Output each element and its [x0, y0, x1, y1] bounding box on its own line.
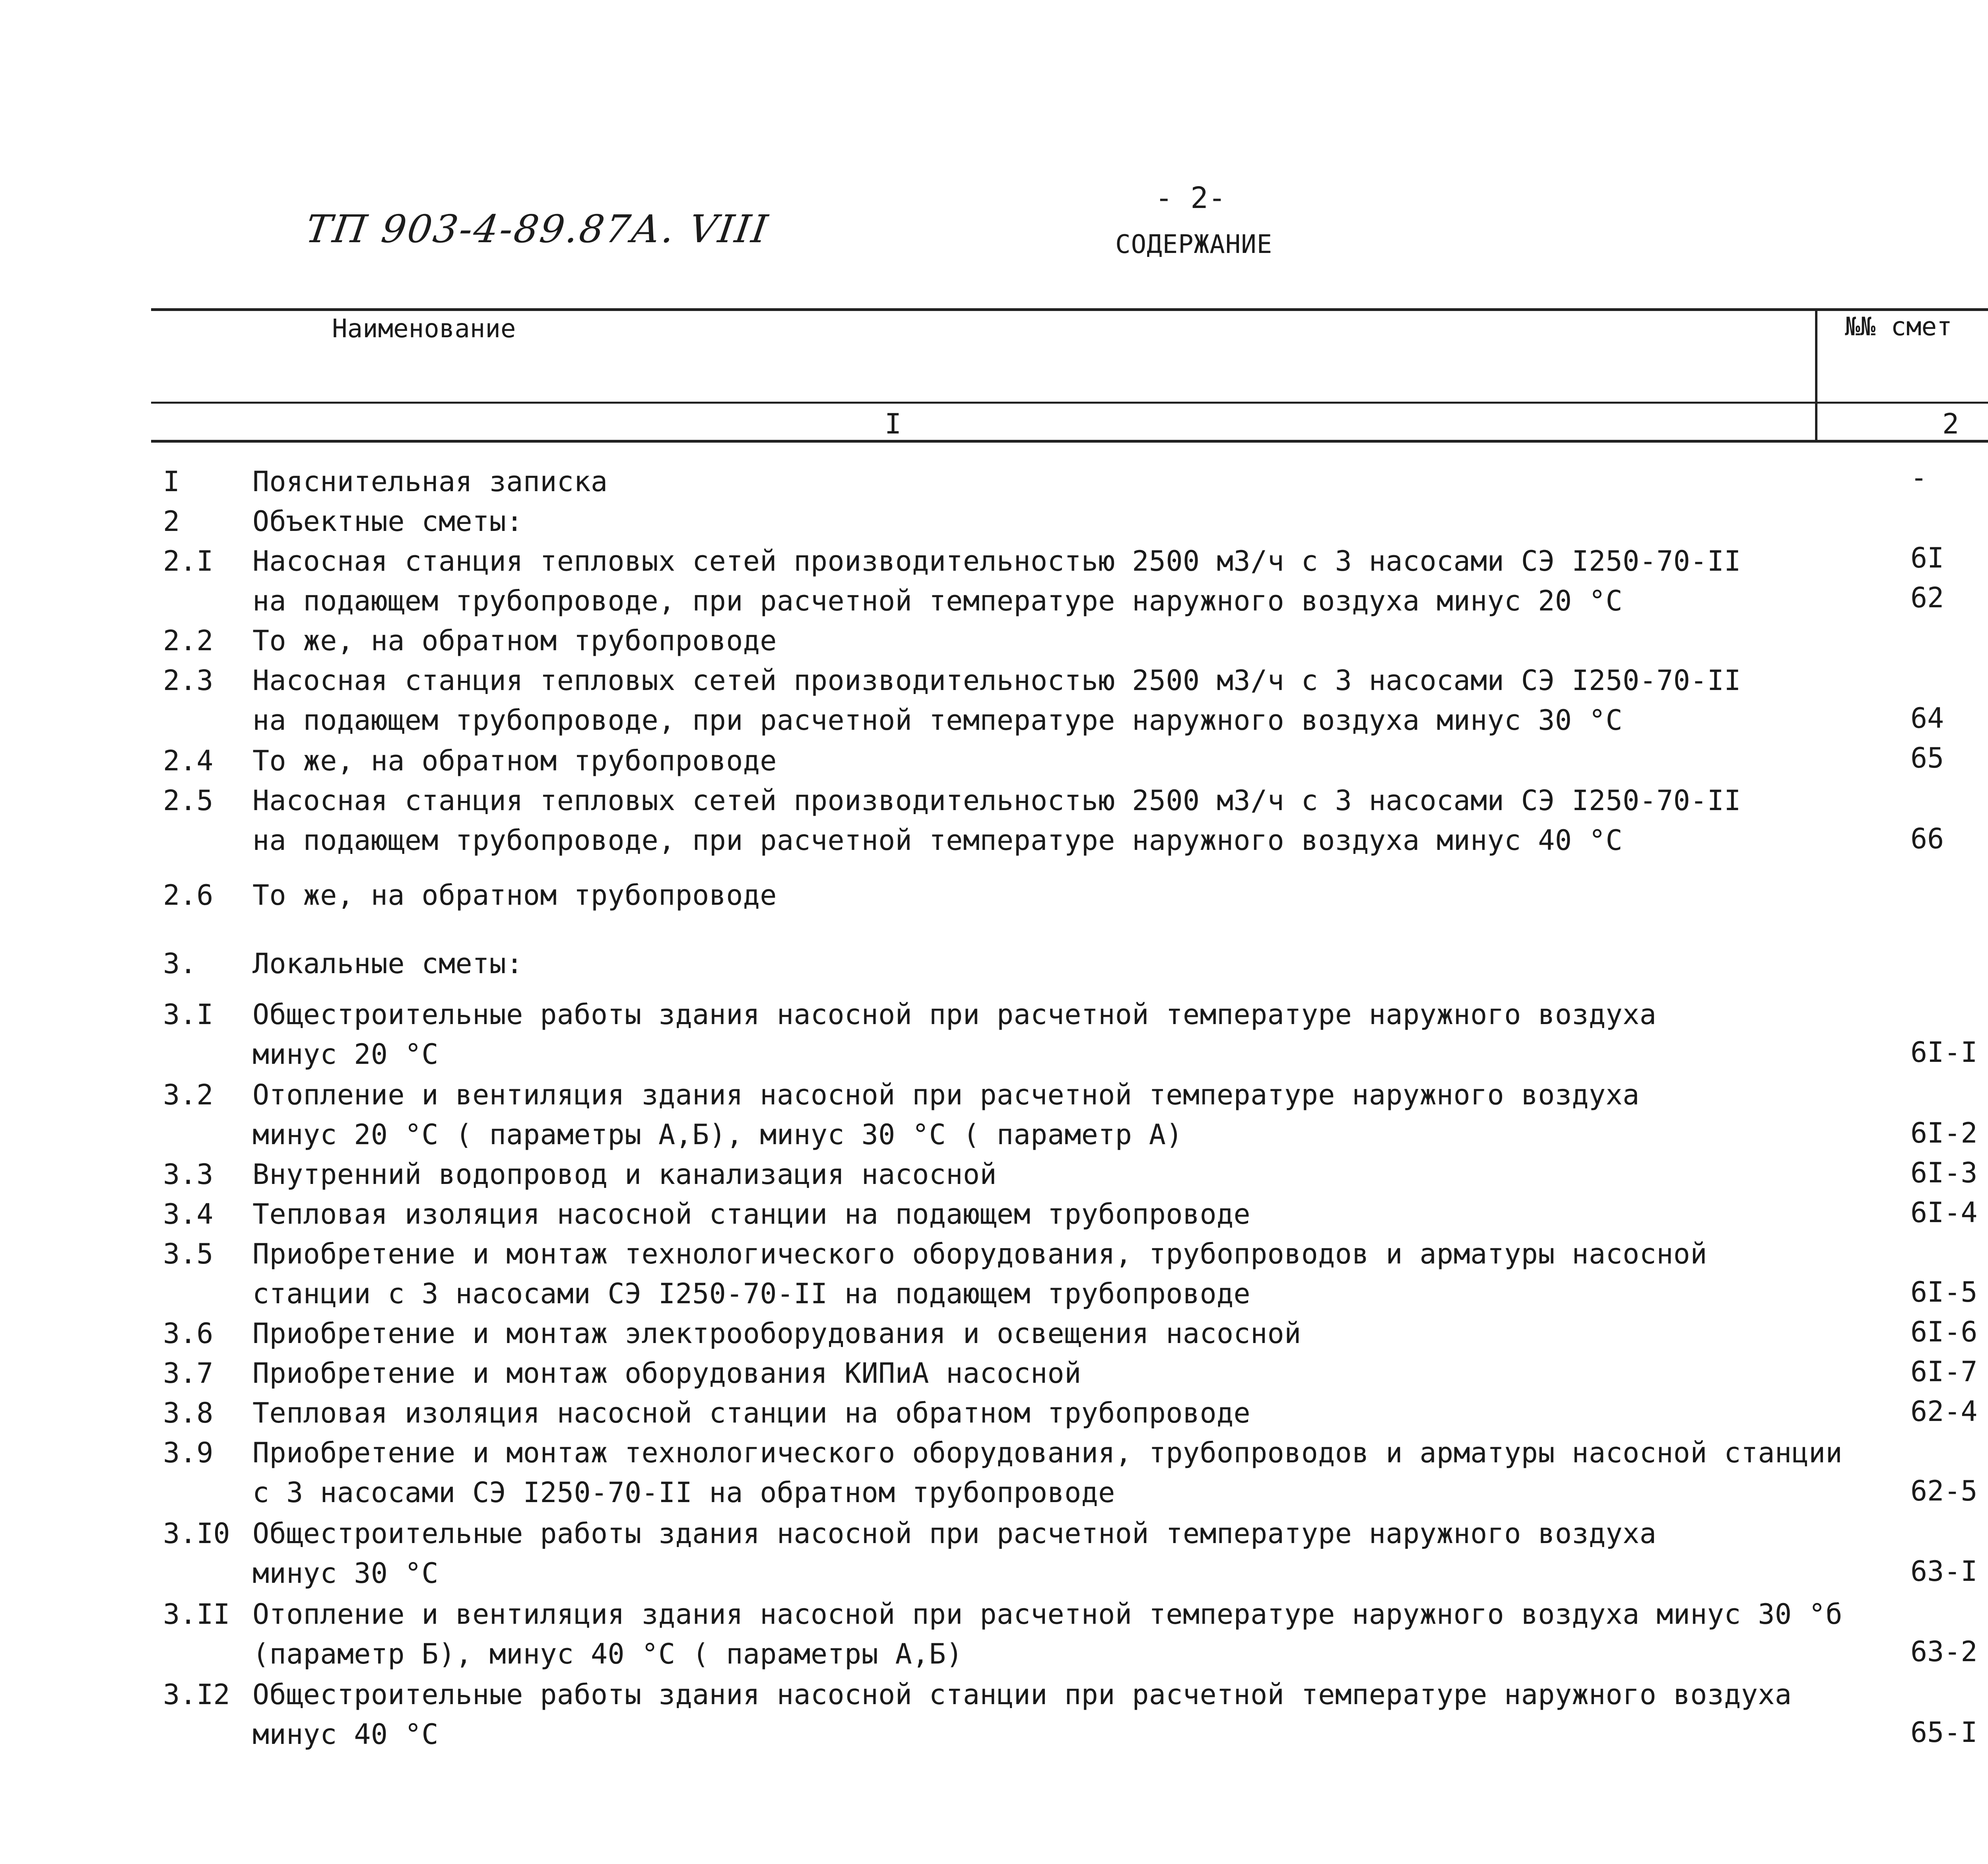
item-estimate: 6I-6: [1910, 1316, 1978, 1348]
item-title: Отопление и вентиляция здания насосной при расчетной температуре наружного воздуха: [252, 1079, 1640, 1111]
item-title: То же, на обратном трубопроводе: [252, 744, 777, 777]
item-number: 3.7: [163, 1357, 214, 1390]
item-title: Пояснительная записка: [252, 465, 608, 498]
item-title: (параметр Б), минус 40 °С ( параметры А,Б): [252, 1638, 963, 1670]
item-title: станции с 3 насосами СЭ I250-70-II на подающем трубопроводе: [252, 1277, 1251, 1310]
item-number: 2.4: [163, 744, 214, 777]
item-estimate: 6I-5: [1910, 1276, 1978, 1308]
item-estimate: 62: [1910, 581, 1944, 614]
header-divider-rule: [151, 402, 1988, 404]
item-estimate: 6I-2: [1910, 1117, 1978, 1149]
column-number-1: I: [885, 408, 902, 440]
item-title: минус 20 °С: [252, 1038, 439, 1071]
item-estimate: 62-4: [1910, 1395, 1978, 1428]
item-title: Приобретение и монтаж электрооборудования и освещения насосной: [252, 1317, 1301, 1350]
item-title: Приобретение и монтаж оборудования КИПиА насосной: [252, 1357, 1081, 1390]
item-number: 2.2: [163, 624, 214, 657]
item-title: Насосная станция тепловых сетей производительностью 2500 м3/ч с 3 насосами СЭ I250-70-II: [252, 664, 1741, 697]
item-number: 3.I2: [163, 1678, 230, 1711]
item-title: Внутренний водопровод и канализация насосной: [252, 1158, 997, 1191]
item-number: 3.3: [163, 1158, 214, 1191]
document-code: ТП 903-4-89.87А. VIII: [303, 207, 772, 251]
item-number: 3.9: [163, 1436, 214, 1469]
item-title: на подающем трубопроводе, при расчетной температуре наружного воздуха минус 20 °С: [252, 585, 1623, 617]
item-title: Отопление и вентиляция здания насосной при расчетной температуре наружного воздуха минус 30 °б: [252, 1598, 1843, 1631]
item-estimate: 6I-7: [1910, 1355, 1978, 1388]
item-estimate: 62-5: [1910, 1475, 1978, 1507]
item-estimate: 6I-4: [1910, 1196, 1978, 1229]
item-estimate: 6I-I: [1910, 1036, 1978, 1069]
item-title: на подающем трубопроводе, при расчетной температуре наружного воздуха минус 40 °С: [252, 824, 1623, 857]
column-number-rule: [151, 440, 1988, 443]
item-title: минус 20 °С ( параметры А,Б), минус 30 °С ( параметр А): [252, 1118, 1183, 1151]
item-title: Общестроительные работы здания насосной при расчетной температуре наружного воздуха: [252, 1517, 1657, 1550]
item-title: То же, на обратном трубопроводе: [252, 624, 777, 657]
item-estimate: 6I: [1910, 542, 1944, 574]
item-title: Насосная станция тепловых сетей производительностью 2500 м3/ч с 3 насосами СЭ I250-70-II: [252, 545, 1741, 577]
item-number: 2.3: [163, 664, 214, 697]
item-title: Общестроительные работы здания насосной при расчетной температуре наружного воздуха: [252, 998, 1657, 1031]
item-number: 3.5: [163, 1238, 214, 1270]
item-title: Приобретение и монтаж технологического оборудования, трубопроводов и арматуры насосной станции: [252, 1436, 1843, 1469]
item-title: минус 30 °С: [252, 1557, 439, 1590]
item-title: То же, на обратном трубопроводе: [252, 879, 777, 912]
item-number: I: [163, 465, 180, 498]
column-header-name: Наименование: [332, 314, 516, 344]
item-title: с 3 насосами СЭ I250-70-II на обратном трубопроводе: [252, 1476, 1115, 1509]
item-number: 3.6: [163, 1317, 214, 1350]
item-number: 2.5: [163, 784, 214, 817]
item-title: Объектные сметы:: [252, 505, 523, 538]
column-divider-1: [1815, 310, 1817, 441]
item-estimate: 65-I: [1910, 1716, 1978, 1749]
item-number: 3.: [163, 947, 197, 980]
item-title: Общестроительные работы здания насосной станции при расчетной температуре наружного воздуха: [252, 1678, 1792, 1711]
table-top-rule: [151, 308, 1988, 311]
item-estimate: 65: [1910, 742, 1944, 774]
item-title: Тепловая изоляция насосной станции на обратном трубопроводе: [252, 1397, 1251, 1429]
item-number: 3.4: [163, 1198, 214, 1230]
item-title: Тепловая изоляция насосной станции на подающем трубопроводе: [252, 1198, 1251, 1230]
item-estimate: 6I-3: [1910, 1156, 1978, 1189]
item-title: на подающем трубопроводе, при расчетной температуре наружного воздуха минус 30 °С: [252, 704, 1623, 737]
item-title: минус 40 °С: [252, 1718, 439, 1751]
item-estimate: 66: [1910, 822, 1944, 855]
item-estimate: 63-2: [1910, 1635, 1978, 1668]
item-title: Приобретение и монтаж технологического оборудования, трубопроводов и арматуры насосной: [252, 1238, 1707, 1270]
column-header-estimates: №№ смет: [1845, 312, 1952, 342]
item-estimate: 64: [1910, 702, 1944, 735]
item-number: 3.II: [163, 1598, 230, 1631]
item-number: 3.I: [163, 998, 214, 1031]
document-heading: СОДЕРЖАНИЕ: [1115, 230, 1273, 259]
item-estimate: -: [1910, 461, 1928, 494]
item-number: 2.I: [163, 545, 214, 577]
page-number: - 2-: [1155, 181, 1226, 215]
item-number: 3.I0: [163, 1517, 230, 1550]
item-estimate: 63-I: [1910, 1555, 1978, 1588]
item-title: Локальные сметы:: [252, 947, 523, 980]
item-number: 3.2: [163, 1079, 214, 1111]
item-number: 2: [163, 505, 180, 538]
item-title: Насосная станция тепловых сетей производительностью 2500 м3/ч с 3 насосами СЭ I250-70-II: [252, 784, 1741, 817]
item-number: 3.8: [163, 1397, 214, 1429]
column-number-2: 2: [1942, 408, 1959, 440]
item-number: 2.6: [163, 879, 214, 912]
